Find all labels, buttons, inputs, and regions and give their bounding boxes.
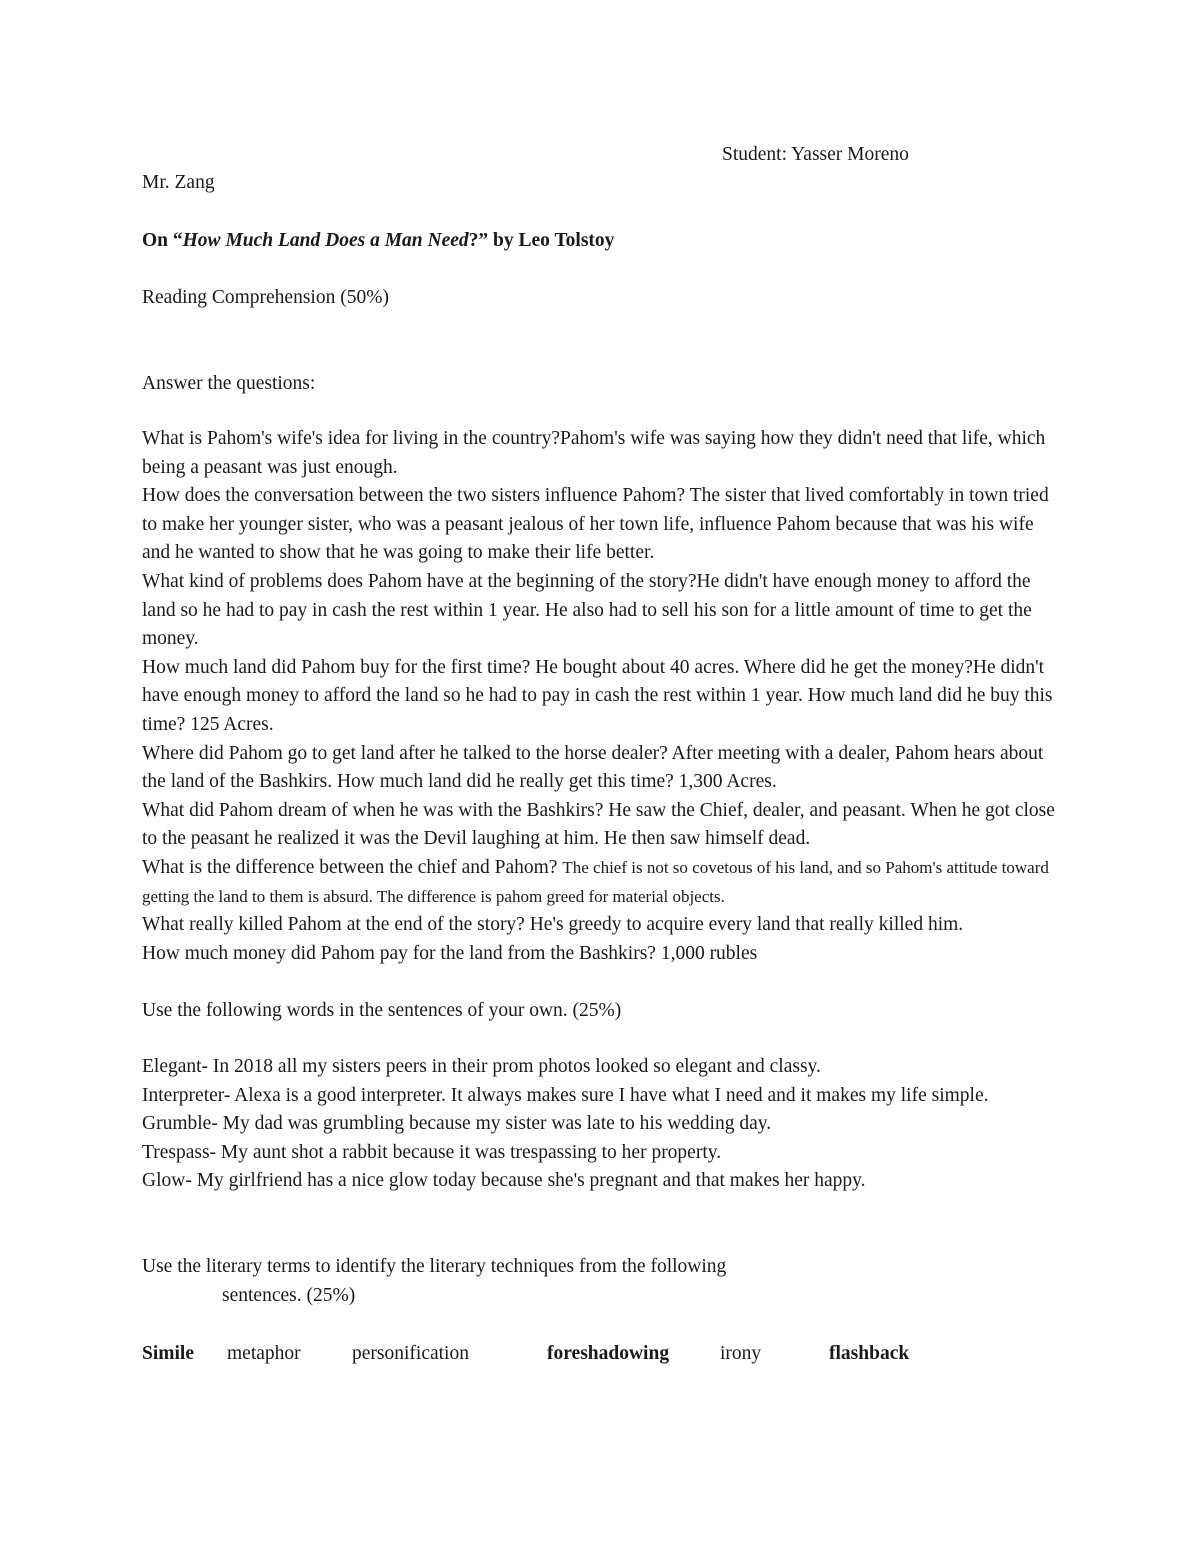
qa-item: What really killed Pahom at the end of the story? He's greedy to acquire every land that really killed him. xyxy=(142,914,964,936)
literary-terms xyxy=(142,1340,1042,1368)
section1-heading: Reading Comprehension (50%) xyxy=(142,287,389,308)
title-suffix: ?” by Leo Tolstoy xyxy=(468,230,615,251)
qa-question: What is the difference between the chief and Pahom? xyxy=(142,856,563,878)
term-foreshadowing: foreshadowing xyxy=(547,1343,670,1364)
teacher-name: Mr. Zang xyxy=(142,172,215,193)
student-name: Student: Yasser Moreno xyxy=(722,144,909,165)
section3-heading-line2: sentences. (25%) xyxy=(222,1284,356,1306)
term-flashback: flashback xyxy=(829,1343,910,1364)
qa-answer: The chief is not so covetous of his land, and so Pahom's attitude toward getting the land to them is absurd. The difference is pahom greed for material objects. xyxy=(142,857,1049,906)
section3-heading xyxy=(142,1253,1042,1310)
vocab-item: Elegant- In 2018 all my sisters peers in their prom photos looked so elegant and classy. xyxy=(142,1056,821,1077)
term-personification: personification xyxy=(352,1343,469,1364)
qa-item: How much land did Pahom buy for the first time? He bought about 40 acres. Where did he get the money?He didn't have enough money to afford the land so he had to pay in cash the rest within 1 year. How much land did he buy this time? 125 Acres. xyxy=(142,656,1053,735)
term-metaphor: metaphor xyxy=(227,1343,301,1364)
qa-item: What kind of problems does Pahom have at the beginning of the story?He didn't have enough money to afford the land so he had to pay in cash the rest within 1 year. He also had to sell his son for a little amount of time to get the money. xyxy=(142,570,1032,650)
section3-heading-line1: Use the literary terms to identify the literary techniques from the following xyxy=(142,1256,727,1277)
section2-heading: Use the following words in the sentences of your own. (25%) xyxy=(142,1000,622,1021)
qa-item: How does the conversation between the two sisters influence Pahom? The sister that lived comfortably in town tried to make her younger sister, who was a peasant jealous of her town life, influence Pahom because that was his wife and he wanted to show that he was going to make their life better. xyxy=(142,485,1049,564)
document-title xyxy=(142,227,614,255)
title-prefix: On “ xyxy=(142,230,183,251)
vocab-item: Glow- My girlfriend has a nice glow today because she's pregnant and that makes her happy. xyxy=(142,1170,866,1192)
vocab-item: Interpreter- Alexa is a good interpreter. It always makes sure I have what I need and it makes my life simple. xyxy=(142,1084,989,1106)
qa-item: Where did Pahom go to get land after he talked to the horse dealer? After meeting with a dealer, Pahom hears about the land of the Bashkirs. How much land did he really get this time? 1,300 Acres. xyxy=(142,742,1044,793)
title-italic: How Much Land Does a Man Need xyxy=(182,230,469,251)
section1-instructions: Answer the questions: xyxy=(142,373,316,394)
term-irony: irony xyxy=(720,1343,762,1364)
vocab-item: Trespass- My aunt shot a rabbit because it was trespassing to her property. xyxy=(142,1141,722,1163)
qa-item xyxy=(142,854,1062,911)
qa-item: How much money did Pahom pay for the land from the Bashkirs? 1,000 rubles xyxy=(142,942,758,964)
term-simile: Simile xyxy=(142,1343,194,1364)
vocab-item: Grumble- My dad was grumbling because my sister was late to his wedding day. xyxy=(142,1113,772,1135)
qa-list xyxy=(142,425,1062,968)
qa-item: What is Pahom's wife's idea for living in the country?Pahom's wife was saying how they didn't need that life, which being a peasant was just enough. xyxy=(142,428,1046,478)
qa-item: What did Pahom dream of when he was with the Bashkirs? He saw the Chief, dealer, and peasant. When he got close to the peasant he realized it was the Devil laughing at him. He then saw himself dead. xyxy=(142,799,1055,850)
vocab-list xyxy=(142,1053,1042,1196)
